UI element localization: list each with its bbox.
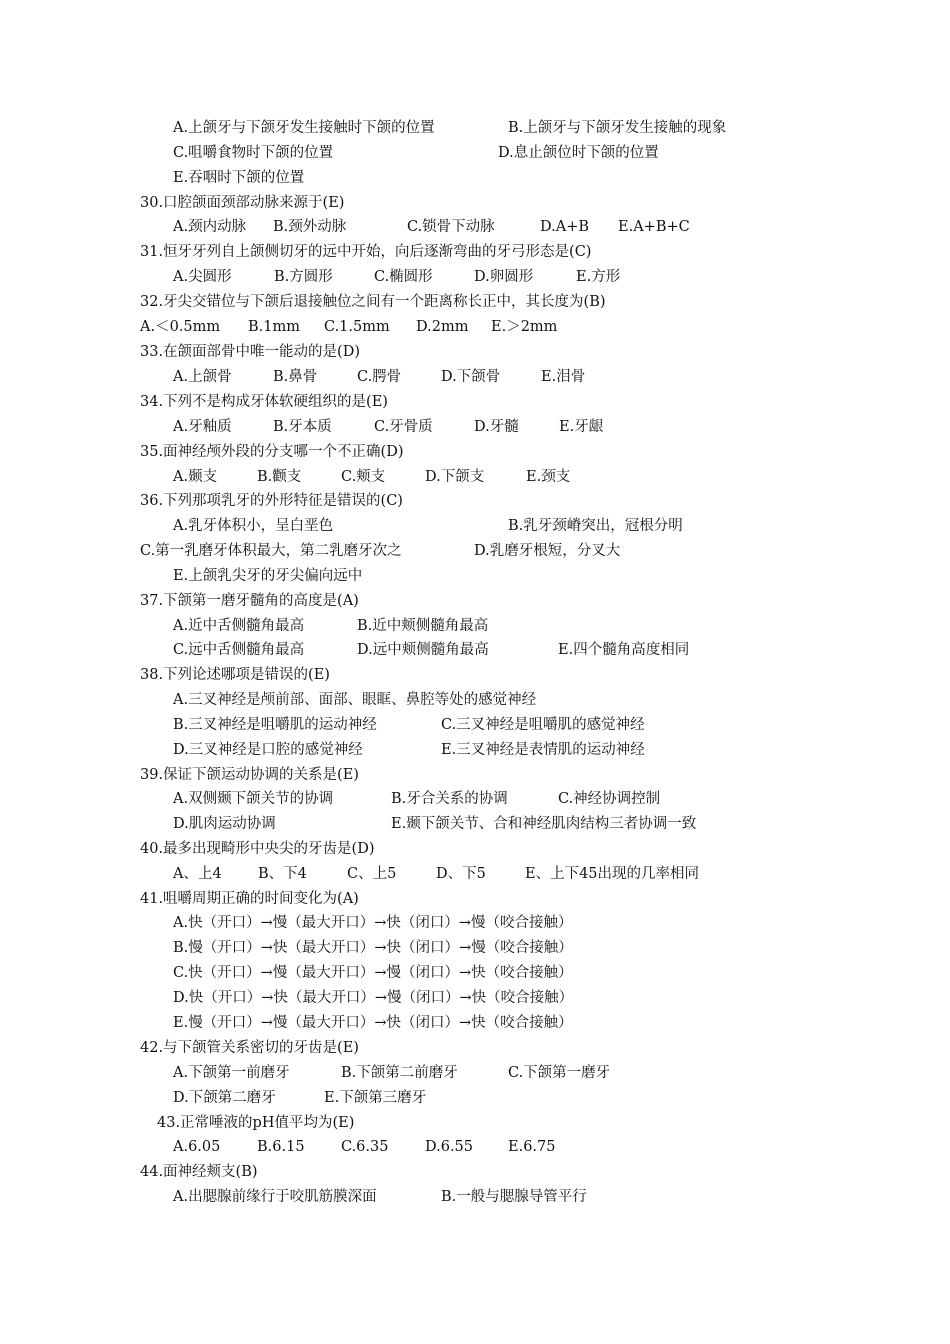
option-text: C.下颌第一磨牙 [508,1065,611,1081]
question-text: 30.口腔颌面颈部动脉来源于(E) [140,195,345,211]
option-text: A.颈内动脉 [173,219,247,235]
text-line [0,191,950,215]
question-text: 32.牙尖交错位与下颌后退接触位之间有一个距离称长正中，其长度为(B) [140,294,606,310]
text-line [0,415,950,439]
option-text: C.神经协调控制 [558,791,661,807]
text-line [0,1135,950,1159]
text-line [0,539,950,563]
text-line [0,489,950,513]
option-text: D.远中颊侧髓角最高 [357,642,489,658]
option-text: B.上颌牙与下颌牙发生接触的现象 [508,120,727,136]
question-text: 43.正常唾液的pH值平均为(E) [157,1115,355,1131]
option-text: C.颊支 [341,469,386,485]
text-line [0,887,950,911]
option-text: C.三叉神经是咀嚼肌的感觉神经 [441,717,645,733]
text-line [0,215,950,239]
question-text: 34.下列不是构成牙体软硬组织的是(E) [140,394,388,410]
text-line [0,1111,950,1135]
option-text: B.6.15 [257,1139,305,1155]
option-text: D.快（开口）→快（最大开口）→慢（闭口）→快（咬合接触） [173,990,574,1006]
option-text: E.四个髓角高度相同 [558,642,690,658]
option-text: B.牙合关系的协调 [391,791,508,807]
text-line [0,1086,950,1110]
text-line [0,961,950,985]
option-text: E.6.75 [508,1139,556,1155]
option-text: B.颧支 [257,469,302,485]
text-line [0,265,950,289]
option-text: E.吞咽时下颌的位置 [173,170,305,186]
option-text: A.＜0.5mm [140,319,221,335]
option-text: A.上颌牙与下颌牙发生接触时下颌的位置 [173,120,435,136]
option-text: A.牙釉质 [173,419,232,435]
question-text: 36.下列那项乳牙的外形特征是错误的(C) [140,493,403,509]
text-line [0,116,950,140]
option-text: A.乳牙体积小，呈白垩色 [173,518,334,534]
option-text: D.6.55 [425,1139,474,1155]
text-line [0,911,950,935]
text-line [0,1036,950,1060]
question-text: 37.下颌第一磨牙髓角的高度是(A) [140,593,359,609]
option-text: D.A+B [540,219,589,235]
option-text: E.＞2mm [491,319,558,335]
option-text: B.下颌第二前磨牙 [341,1065,458,1081]
option-text: A.近中舌侧髓角最高 [173,618,305,634]
text-line [0,589,950,613]
option-text: A、上4 [173,866,222,882]
text-line [0,738,950,762]
option-text: A.快（开口）→慢（最大开口）→快（闭口）→慢（咬合接触） [173,915,573,931]
text-line [0,240,950,264]
option-text: D.下颌第二磨牙 [173,1090,276,1106]
question-text: 33.在颌面部骨中唯一能动的是(D) [140,344,360,360]
option-text: E.牙龈 [559,419,604,435]
text-line [0,290,950,314]
option-text: D.息止颌位时下颌的位置 [498,145,659,161]
option-text: C.椭圆形 [374,269,433,285]
question-text: 31.恒牙牙列自上颌侧切牙的远中开始，向后逐渐弯曲的牙弓形态是(C) [140,244,592,260]
option-text: B.方圆形 [274,269,333,285]
option-text: E.颞下颌关节、合和神经肌肉结构三者协调一致 [391,816,697,832]
option-text: D、下5 [436,866,486,882]
option-text: C.咀嚼食物时下颌的位置 [173,145,334,161]
question-text: 40.最多出现畸形中央尖的牙齿是(D) [140,841,375,857]
option-text: A.6.05 [173,1139,221,1155]
option-text: E.方形 [576,269,621,285]
text-line [0,1061,950,1085]
option-text: C.快（开口）→慢（最大开口）→慢（闭口）→快（咬合接触） [173,965,573,981]
option-text: A.出腮腺前缘行于咬肌筋膜深面 [173,1189,377,1205]
option-text: D.下颌骨 [441,369,501,385]
option-text: A.下颌第一前磨牙 [173,1065,290,1081]
text-line [0,986,950,1010]
option-text: C.腭骨 [357,369,402,385]
text-line [0,787,950,811]
option-text: A.颞支 [173,469,218,485]
option-text: B.近中颊侧髓角最高 [357,618,489,634]
option-text: B.慢（开口）→快（最大开口）→快（闭口）→慢（咬合接触） [173,940,573,956]
option-text: D.2mm [416,319,469,335]
text-line [0,365,950,389]
question-text: 38.下列论述哪项是错误的(E) [140,667,330,683]
text-line [0,812,950,836]
text-line [0,688,950,712]
option-text: D.下颌支 [425,469,485,485]
text-line [0,440,950,464]
option-text: C.1.5mm [324,319,390,335]
text-line [0,141,950,165]
option-text: B.三叉神经是咀嚼肌的运动神经 [173,717,377,733]
option-text: E、上下45出现的几率相同 [525,866,700,882]
option-text: E.泪骨 [541,369,586,385]
question-text: 35.面神经颅外段的分支哪一个不正确(D) [140,444,404,460]
option-text: C.牙骨质 [374,419,433,435]
text-line [0,1185,950,1209]
option-text: D.三叉神经是口腔的感觉神经 [173,742,363,758]
option-text: C.远中舌侧髓角最高 [173,642,305,658]
question-text: 42.与下颌管关系密切的牙齿是(E) [140,1040,359,1056]
option-text: A.三叉神经是颅前部、面部、眼眶、鼻腔等处的感觉神经 [173,692,537,708]
option-text: E.A+B+C [618,219,690,235]
text-line [0,564,950,588]
question-text: 41.咀嚼周期正确的时间变化为(A) [140,891,359,907]
text-line [0,1011,950,1035]
option-text: E.三叉神经是表情肌的运动神经 [441,742,645,758]
text-line [0,1160,950,1184]
text-line [0,465,950,489]
option-text: E.下颌第三磨牙 [324,1090,427,1106]
text-line [0,663,950,687]
option-text: C.6.35 [341,1139,389,1155]
option-text: C.第一乳磨牙体积最大，第二乳磨牙次之 [140,543,402,559]
option-text: E.慢（开口）→慢（最大开口）→快（闭口）→快（咬合接触） [173,1015,573,1031]
option-text: A.尖圆形 [173,269,232,285]
text-line [0,614,950,638]
text-line [0,390,950,414]
option-text: A.上颌骨 [173,369,232,385]
option-text: B.牙本质 [273,419,332,435]
option-text: D.肌肉运动协调 [173,816,276,832]
option-text: E.上颌乳尖牙的牙尖偏向远中 [173,568,363,584]
text-line [0,713,950,737]
text-line [0,514,950,538]
option-text: A.双侧颞下颌关节的协调 [173,791,334,807]
question-text: 44.面神经颊支(B) [140,1164,258,1180]
text-line [0,862,950,886]
option-text: C、上5 [347,866,397,882]
option-text: B.一般与腮腺导管平行 [441,1189,587,1205]
text-line [0,936,950,960]
option-text: E.颈支 [526,469,571,485]
text-line [0,638,950,662]
option-text: B.鼻骨 [273,369,318,385]
option-text: D.乳磨牙根短，分叉大 [474,543,621,559]
option-text: B、下4 [258,866,307,882]
option-text: B.乳牙颈嵴突出，冠根分明 [508,518,683,534]
option-text: D.卵圆形 [474,269,534,285]
question-text: 39.保证下颌运动协调的关系是(E) [140,767,359,783]
option-text: B.颈外动脉 [273,219,347,235]
text-line [0,166,950,190]
option-text: D.牙髓 [474,419,519,435]
option-text: C.锁骨下动脉 [407,219,495,235]
text-line [0,837,950,861]
text-line [0,315,950,339]
option-text: B.1mm [248,319,300,335]
text-line [0,340,950,364]
text-line [0,763,950,787]
